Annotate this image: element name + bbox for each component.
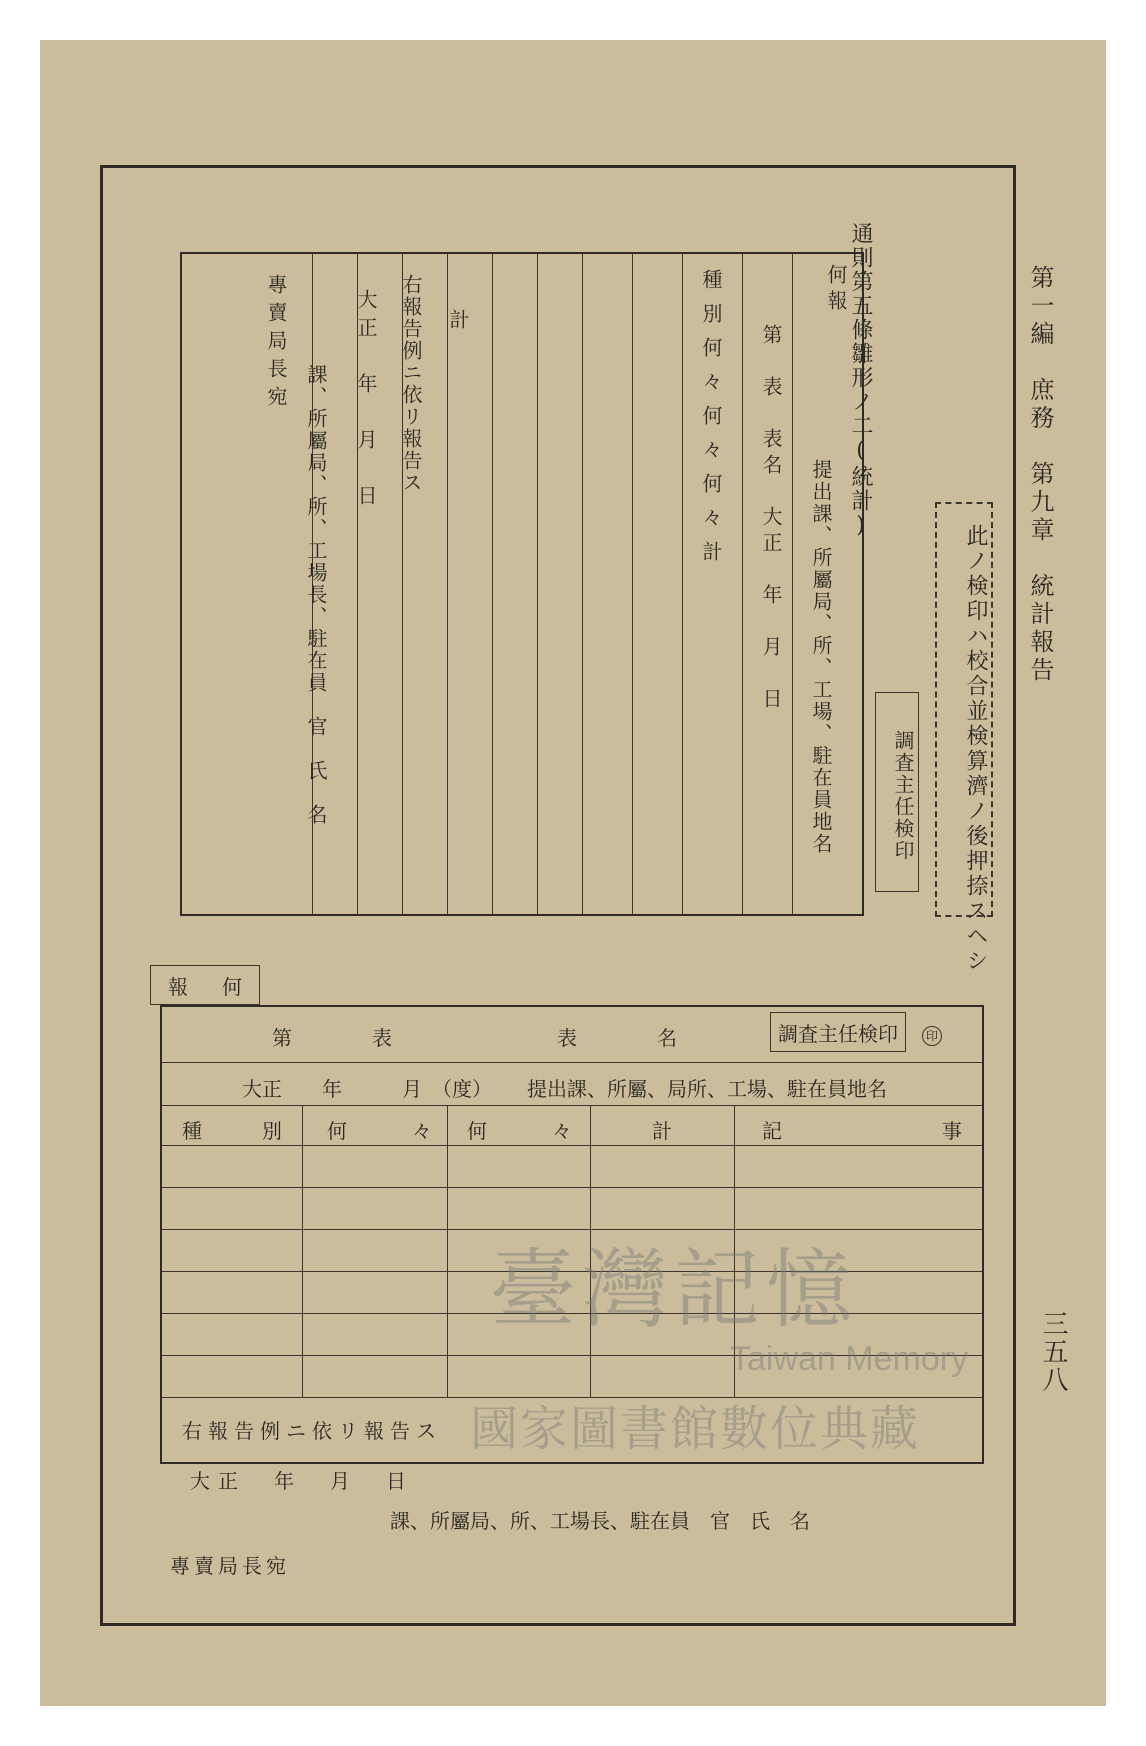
- lower-signer: 課、所屬局、所、工場長、駐在員 官 氏 名: [390, 1509, 810, 1533]
- header-nani-2: 何: [467, 1119, 487, 1143]
- lower-addressee: 專賣局長宛: [170, 1554, 290, 1578]
- upper-stamp-label: 調査主任検印: [891, 730, 915, 862]
- lower-tab-left: 報: [168, 974, 188, 999]
- lower-seal: [922, 1021, 942, 1046]
- upper-col-1: [742, 254, 743, 914]
- upper-total: 計: [446, 309, 470, 335]
- lower-stamp-box: [770, 1012, 906, 1052]
- lower-vline-2: [447, 1105, 448, 1397]
- title-cell-1: 第: [272, 1026, 292, 1050]
- watermark-library: 國家圖書館數位典藏: [470, 1401, 921, 1457]
- header-shu: 種: [182, 1119, 202, 1143]
- header-betsu: 別: [262, 1119, 282, 1143]
- upper-col-11: [682, 254, 683, 914]
- upper-table-title: 第 表 表名 大正 年 月 日: [759, 324, 783, 714]
- lower-report-line: 右報告例ニ依リ報告ス: [182, 1419, 442, 1443]
- lower-vline-1: [302, 1105, 303, 1397]
- lower-stamp-label: 調査主任検印: [778, 1021, 898, 1046]
- upper-tab: 何報: [824, 264, 848, 316]
- header-ki: 記: [762, 1119, 782, 1143]
- upper-submitter: 提出課、所屬局、所、工場、駐在員地名: [809, 459, 833, 855]
- upper-col-9: [582, 254, 583, 914]
- page-number: 三五八: [1038, 1310, 1068, 1394]
- header-nani-1: 何: [327, 1119, 347, 1143]
- lower-submitter: 提出課、所屬、局所、工場、駐在員地名: [527, 1077, 887, 1101]
- watermark-latin: Taiwan Memory: [730, 1340, 969, 1378]
- lower-hline-3: [162, 1145, 982, 1146]
- upper-report-line: 右報告例ニ依リ報告ス: [399, 274, 423, 494]
- running-head: 第一編 庶務 第九章 統計報告: [1026, 265, 1054, 685]
- lower-hline-4: [162, 1187, 982, 1188]
- upper-table: [180, 252, 864, 916]
- upper-columns: 種別何々何々何々計: [699, 269, 723, 575]
- seal-mark: 印: [922, 1026, 942, 1046]
- title-cell-3: 表: [557, 1026, 577, 1050]
- header-dots-1: 々: [412, 1119, 432, 1143]
- title-cell-2: 表: [372, 1026, 392, 1050]
- lower-date: 大正 年 月 日: [190, 1469, 414, 1493]
- title-cell-4: 名: [657, 1026, 677, 1050]
- upper-col-8: [537, 254, 538, 914]
- lower-tab-right: 何: [222, 974, 242, 999]
- header-kei: 計: [652, 1119, 672, 1143]
- upper-col-6: [447, 254, 448, 914]
- upper-caption: 通則第五條雛形ノ二(統計): [848, 222, 873, 540]
- upper-date: 大正 年 月 日: [354, 289, 378, 513]
- upper-col-2: [792, 254, 793, 914]
- upper-addressee: 專賣局長宛: [264, 274, 288, 414]
- header-ji: 事: [942, 1119, 962, 1143]
- upper-stamp-box: [875, 692, 919, 892]
- page-scan: [40, 40, 1106, 1706]
- upper-signer: 課、所屬局、所、工場長、駐在員 官 氏 名: [304, 364, 328, 826]
- upper-col-7: [492, 254, 493, 914]
- lower-hline-1: [162, 1062, 982, 1063]
- lower-hline-2: [162, 1105, 982, 1106]
- lower-tab: [150, 965, 260, 1005]
- stamp-note: 此ノ検印ハ校合並検算濟ノ後押捺スヘシ: [935, 502, 993, 917]
- upper-col-10: [632, 254, 633, 914]
- lower-date-row: 大正 年 月 （度）: [242, 1077, 492, 1101]
- header-dots-2: 々: [552, 1119, 572, 1143]
- upper-form: [140, 182, 1000, 974]
- watermark-script: 臺灣記憶: [490, 1240, 858, 1340]
